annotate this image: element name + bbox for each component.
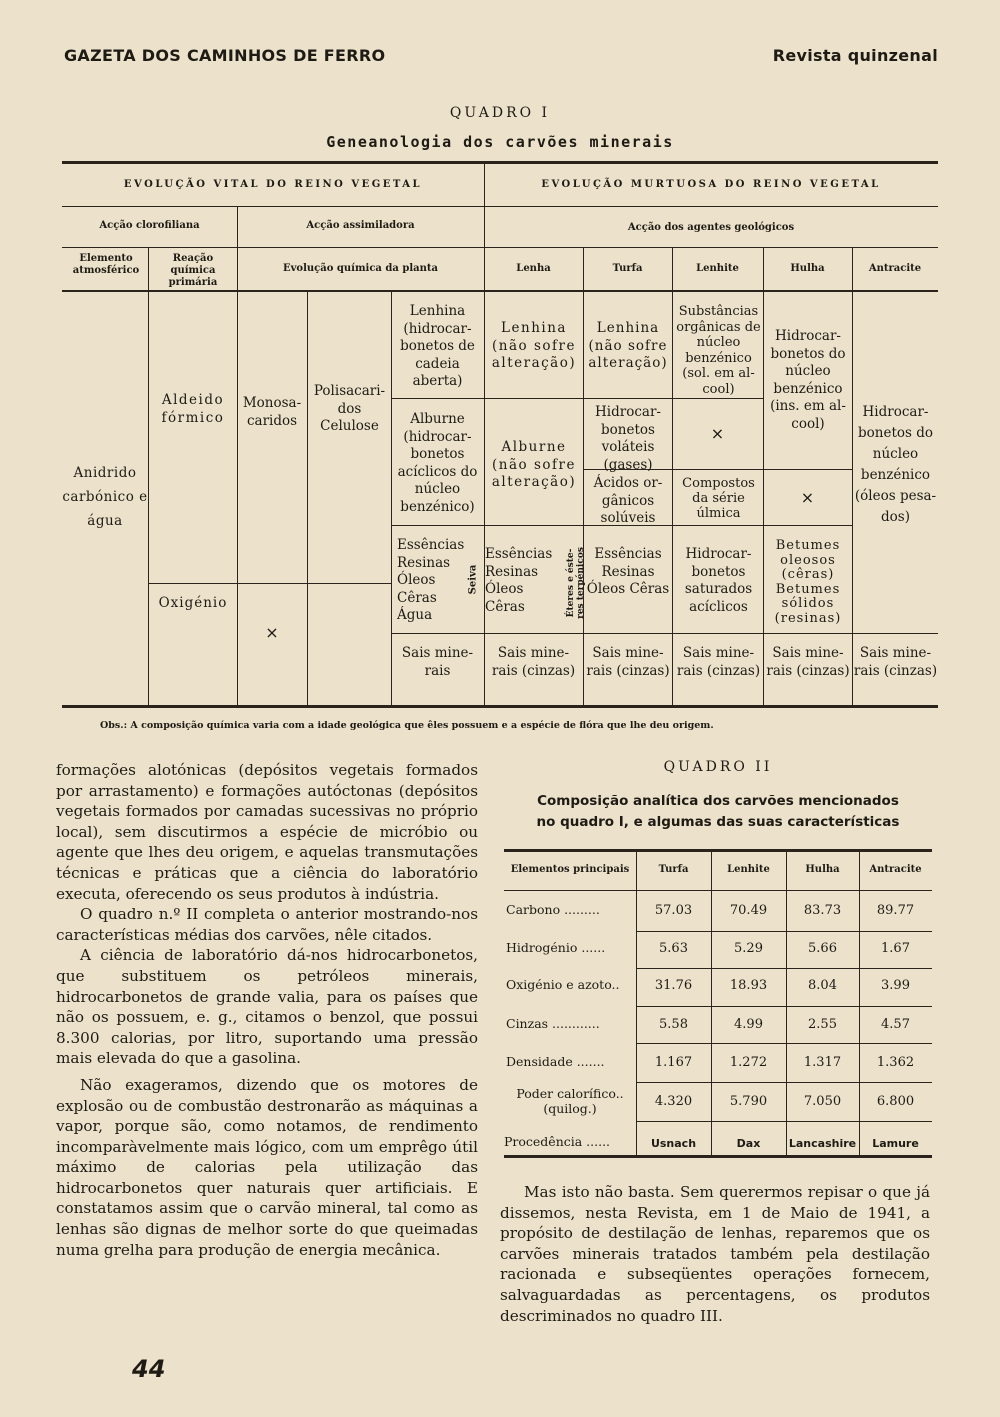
cell-lenhite-sais: Sais mine- rais (cinzas) [676, 645, 761, 679]
quadro2-title-line: Composição analítica dos carvões mencionados [537, 793, 899, 809]
col-turfa: Turfa [612, 263, 643, 274]
q2-col-lenhite: Lenhite [727, 864, 770, 875]
q2-value: 1.67 [881, 941, 910, 956]
q2-value: Lamure [872, 1137, 919, 1150]
paragraph: formações alotónicas (depósitos vegetais formados por arrastamento) e formações autóctonas (depósitos vegetais formados por camadas sucessivas no próprio local), sem discutirmos a espécie de micróbio ou agente que lhes deu origem, e aquelas transmutações técnicas e práticas que a ciência do laboratório executa, oferecendo os seus produtos à indústria. [56, 761, 478, 903]
quadro2-title-line: no quadro I, e algumas das suas características [536, 814, 900, 830]
col-lenhite: Lenhite [696, 263, 739, 274]
q2-value: 6.800 [876, 1094, 915, 1109]
cell-lenha-sais: Sais mine- rais (cinzas) [491, 645, 576, 679]
col-antracite: Antracite [868, 263, 922, 274]
accao-assimiladora: Acção assimiladora [306, 220, 415, 231]
q2-value: 1.362 [876, 1055, 915, 1070]
q2-value: 5.58 [659, 1017, 688, 1032]
q2-col-antracite: Antracite [869, 864, 922, 875]
journal-subtitle: Revista quinzenal [772, 46, 938, 65]
q2-value: 57.03 [654, 903, 693, 918]
q2-row-label: Carbono ......... [506, 902, 600, 917]
q2-value: 1.317 [803, 1055, 842, 1070]
q2-value: 8.04 [808, 978, 837, 993]
paragraph: A ciência de laboratório dá-nos hidrocarbonetos, que substituem os petróleos minerais, hidrocarbonetos de grande valia, para os países que não os possuem, e. g., citamos o benzol, que possui 8.300 calorias, por litro, suportando uma pressão mais elevada do que a gasolina. [56, 946, 478, 1068]
col-lenha: Lenha [516, 263, 551, 274]
col-hulha: Hulha [790, 263, 825, 274]
q2-value: 4.57 [881, 1017, 910, 1032]
cell-turfa-acidos: Ácidos or- gânicos solúveis [593, 475, 663, 526]
section-murtuosa: EVOLUÇÃO MURTUOSA DO REINO VEGETAL [541, 179, 881, 190]
cell-essencias-planta: Essências Resinas Óleos Cêras Água [397, 537, 465, 623]
col-evolucao: Evolução química da planta [283, 263, 438, 274]
q2-value: Dax [736, 1137, 761, 1150]
cell-monosacaridos: Monosa- caridos [242, 395, 302, 429]
q2-value: 18.93 [729, 978, 768, 993]
q2-value: 89.77 [876, 903, 915, 918]
quadro2-label: QUADRO II [663, 759, 773, 775]
cell-lenhite-subst: Substâncias orgânicas de núcleo benzénico (sol. em al- cool) [676, 304, 761, 397]
cell-lenhite-hidro: Hidrocar- bonetos saturados acíclicos [684, 546, 753, 615]
cross-mark-icon: × [800, 488, 815, 507]
cell-lenhite-compostos: Compostos da série úlmica [682, 476, 755, 521]
cell-polisacaridos: Polisacari- dos Celulose [313, 383, 386, 434]
cell-lenhina-planta: Lenhina (hidrocar- bonetos de cadeia aberta) [400, 303, 475, 389]
cell-hulha-hidro: Hidrocar- bonetos do núcleo benzénico (ins. em al- cool) [770, 328, 846, 432]
cross-mark-icon: × [265, 623, 279, 642]
q2-row-label: Densidade ....... [506, 1054, 605, 1069]
cell-turfa-essencias: Essências Resinas Óleos Cêras [586, 546, 670, 597]
q2-value: 5.790 [729, 1094, 768, 1109]
col-reacao: Reação química primária [168, 253, 218, 288]
cell-alburne-planta: Alburne (hidrocar- bonetos acíclicos do núcleo benzénico) [397, 411, 478, 515]
q2-value: 4.99 [734, 1017, 763, 1032]
cell-turfa-lenhina: Lenhina (não sofre alteração) [588, 320, 668, 371]
cell-hulha-betumes: Betumes oleosos (cêras) Betumes sólidos (resinas) [774, 538, 842, 626]
cell-turfa-sais: Sais mine- rais (cinzas) [586, 645, 670, 679]
q2-value: Usnach [650, 1137, 697, 1150]
q2-value: 7.050 [803, 1094, 842, 1109]
cell-lenha-alburne: Alburne (não sofre alteração) [491, 439, 577, 490]
cross-mark-icon: × [710, 424, 725, 443]
cell-aldeido: Aldeido fórmico [161, 392, 225, 426]
q2-value: 5.63 [659, 941, 688, 956]
q2-col-elementos: Elementos principais [510, 864, 630, 875]
quadro1-obs: Obs.: A composição química varia com a idade geológica que êles possuem e a espécie de flóra que lhe deu origem. [100, 720, 714, 731]
q2-value: Lancashire [788, 1137, 857, 1150]
q2-value: 3.99 [881, 978, 910, 993]
paragraph: Mas isto não basta. Sem querermos repisar o que já dissemos, nesta Revista, em 1 de Maio de 1941, a propósito de destilação de lenhas, reparemos que os carvões minerais tratados também pela destilação racionada e subseqüentes operações fornecem, salvaguardadas as percentagens, os produtos descriminados no quadro III. [500, 1183, 930, 1325]
left-column [56, 760, 478, 1260]
q2-row-label: Hidrogénio ...... [506, 940, 606, 955]
quadro1-label: QUADRO I [449, 105, 551, 121]
q2-value: 83.73 [803, 903, 842, 918]
q2-value: 2.55 [808, 1017, 837, 1032]
journal-title: GAZETA DOS CAMINHOS DE FERRO [64, 46, 386, 65]
q2-row-label: Poder calorífico.. (quilog.) [516, 1086, 624, 1116]
cell-lenha-essencias: Essências Resinas Óleos Cêras [485, 546, 553, 615]
q2-col-hulha: Hulha [805, 864, 840, 875]
cell-sais-planta: Sais mine- rais [401, 645, 474, 679]
accao-clorofiliana: Acção clorofiliana [99, 220, 200, 231]
section-vital: EVOLUÇÃO VITAL DO REINO VEGETAL [123, 179, 423, 190]
cell-lenha-lenhina: Lenhina (não sofre alteração) [491, 320, 577, 371]
accao-agentes: Acção dos agentes geológicos [627, 222, 795, 233]
cell-antracite-hidro: Hidrocar- bonetos do núcleo benzénico (óleos pesa- dos) [854, 404, 937, 525]
page-number: 44 [132, 1355, 166, 1383]
q2-value: 70.49 [729, 903, 768, 918]
cell-oxigenio: Oxigénio [158, 595, 228, 611]
col-elemento: Elemento atmosférico [72, 253, 140, 276]
cell-antracite-sais: Sais mine- rais (cinzas) [853, 645, 938, 679]
paragraph: Não exageramos, dizendo que os motores de explosão ou de combustão destronarão as máquinas a vapor, porque são, como notamos, de rendimento incomparàvelmente mais lógico, com um emprêgo útil máximo de calorias pela utilização das hidrocarbonetos quer naturais quer artificiais. E constatamos assim que o carvão mineral, tal como as lenhas são dignas de melhor sorte do que queimadas numa grelha para produção de energia mecânica. [56, 1075, 478, 1259]
q2-col-turfa: Turfa [658, 864, 689, 875]
quadro2-title [496, 791, 940, 833]
q2-value: 4.320 [654, 1094, 693, 1109]
q2-value: 1.272 [729, 1055, 768, 1070]
cell-hulha-sais: Sais mine- rais (cinzas) [766, 645, 850, 679]
quadro1-title: Geneanologia dos carvões minerais [326, 133, 674, 151]
q2-row-label: Oxigénio e azoto.. [506, 977, 620, 992]
q2-row-label: Procedência ...... [504, 1134, 611, 1149]
paragraph: O quadro n.º II completa o anterior mostrando-nos características médias dos carvões, nêle citados. [56, 905, 478, 944]
q2-value: 5.66 [808, 941, 837, 956]
label-seiva: Seiva [467, 564, 479, 595]
cell-anidrido: Anidrido carbónico e água [62, 465, 148, 529]
q2-value: 1.167 [654, 1055, 693, 1070]
right-column [500, 1182, 930, 1326]
q2-row-label: Cinzas ............ [506, 1016, 600, 1031]
cell-turfa-hidro: Hidrocar- bonetos voláteis (gases) [595, 404, 661, 473]
q2-value: 31.76 [654, 978, 693, 993]
label-eteres: Éteres e éste- res terpénicos [566, 547, 586, 619]
q2-value: 5.29 [734, 941, 763, 956]
